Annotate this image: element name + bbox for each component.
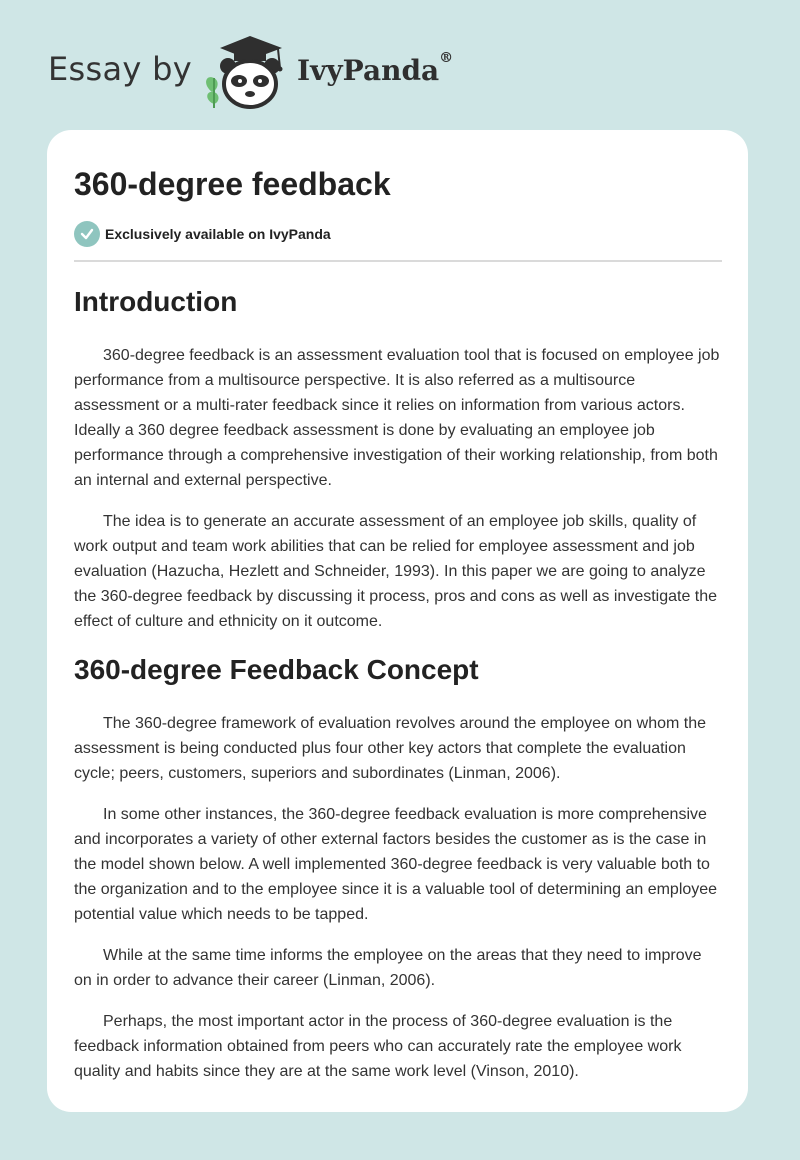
paragraph: The 360-degree framework of evaluation revolves around the employee on whom the assessment is being conducted plus four other key actors that complete the evaluation cycle; peers, customers, superiors and subordinates (Linman, 2006).: [74, 715, 707, 782]
check-icon: [74, 221, 100, 247]
leaf-icon: [206, 77, 218, 108]
essay-card: [47, 130, 748, 1112]
paragraph: In some other instances, the 360-degree feedback evaluation is more comprehensive and incorporates a variety of other external factors besides the customer as is the case in the model shown below. A well implemented 360-degree feedback is very valuable both to the organization and to the employee since it is a valuable tool of determining an employee potential value which needs to be tapped.: [74, 806, 718, 923]
paragraph: Perhaps, the most important actor in the process of 360-degree evaluation is the feedback information obtained from peers who can accurately rate the employee work quality and habits since they are at the same work level (Vinson, 2010).: [74, 1013, 682, 1080]
exclusive-badge: [74, 221, 722, 247]
paragraph: The idea is to generate an accurate assessment of an employee job skills, quality of work output and team work abilities that can be relied for employee assessment and job evaluation (Hazucha, Hezlett and Schneider, 1993). In this paper we are going to analyze the 360-degree feedback by discussing it process, pros and cons as well as investigate the effect of culture and ethnicity on it outcome.: [74, 513, 718, 630]
section-heading-introduction: Introduction: [74, 286, 238, 317]
badge-label: Exclusively available on IvyPanda: [105, 226, 331, 242]
divider: [74, 260, 722, 262]
essay-by-text: Essay by: [48, 50, 192, 88]
brand-text: IvyPanda: [297, 54, 440, 87]
page-title: 360-degree feedback: [74, 166, 391, 202]
section-heading-concept: 360-degree Feedback Concept: [74, 654, 479, 685]
paragraph: 360-degree feedback is an assessment evaluation tool that is focused on employee job performance from a multisource perspective. It is also referred as a multisource assessment or a multi-rater feedback since it relies on information from various actors. Ideally a 360 degree feedback assessment is done by evaluating an employee job performance through a comprehensive investigation of their working relationship, from both an internal and external perspective.: [74, 347, 720, 489]
site-header: [0, 0, 800, 130]
brand-name[interactable]: [297, 50, 454, 87]
registered-mark: ®: [439, 50, 454, 66]
panda-logo-icon[interactable]: [200, 34, 292, 110]
paragraph: While at the same time informs the employee on the areas that they need to improve on in order to advance their career (Linman, 2006).: [74, 947, 702, 989]
